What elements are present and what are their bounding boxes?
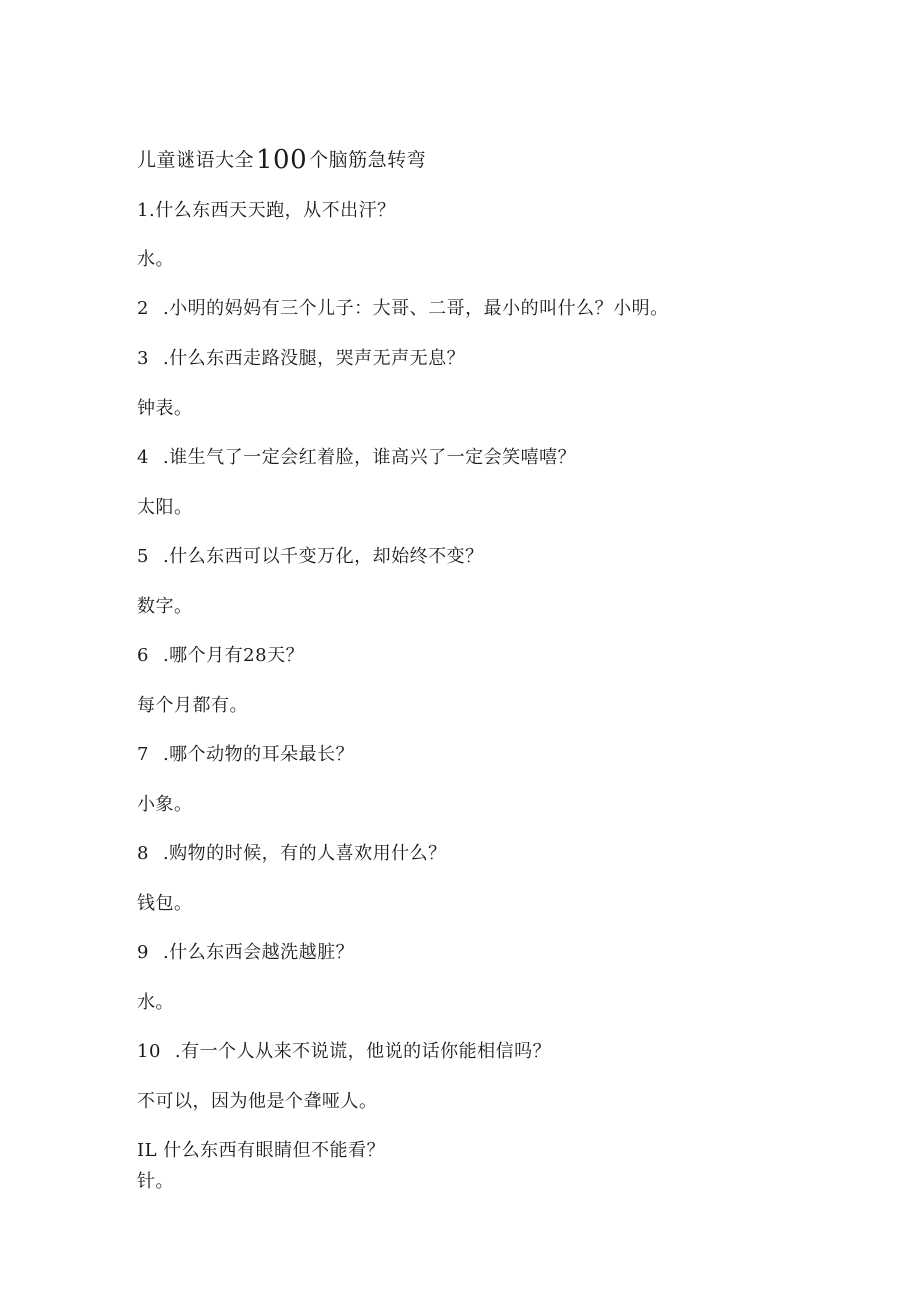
answer-6 <box>137 694 248 718</box>
question-text: .有一个人从来不说谎，他说的话你能相信吗？ <box>174 1041 552 1062</box>
answer-9 <box>137 991 174 1015</box>
answer-3 <box>137 397 193 421</box>
question-10 <box>137 1040 551 1064</box>
question-5 <box>137 545 484 569</box>
question-text: 什么东西天天跑，从不出汗？ <box>155 200 396 221</box>
question-text: .什么东西可以千变万化，却始终不变？ <box>162 546 484 567</box>
answer-text: 钱包。 <box>137 893 193 914</box>
question-9 <box>137 941 354 965</box>
question-number: 4 <box>137 447 149 468</box>
answer-7 <box>137 793 193 817</box>
question-number: 8 <box>137 843 149 864</box>
question-number: 3 <box>137 348 149 369</box>
question-text: 什么东西有眼睛但不能看？ <box>163 1140 386 1161</box>
answer-5 <box>137 595 193 619</box>
question-6 <box>137 644 304 668</box>
answer-10 <box>137 1090 378 1114</box>
answer-text: 每个月都有。 <box>137 695 248 716</box>
question-text: .购物的时候，有的人喜欢用什么？ <box>162 843 447 864</box>
answer-text: 钟表。 <box>137 398 193 419</box>
question-11 <box>137 1139 385 1163</box>
question-number: 6 <box>137 645 149 666</box>
question-number: 1. <box>137 200 156 221</box>
title-prefix: 儿童谜语大全 <box>137 149 255 171</box>
answer-11 <box>137 1170 174 1194</box>
answer-text: 针。 <box>137 1171 174 1192</box>
answer-text: 太阳。 <box>137 497 193 518</box>
question-4 <box>137 446 576 470</box>
question-7 <box>137 743 354 767</box>
question-2 <box>137 297 669 321</box>
title-suffix: 个脑筋急转弯 <box>309 149 427 171</box>
question-text: .哪个月有28天？ <box>162 645 305 666</box>
title-number: 100 <box>256 145 308 175</box>
answer-text: 小象。 <box>137 794 193 815</box>
question-number: 5 <box>137 546 149 567</box>
answer-4 <box>137 496 193 520</box>
answer-8 <box>137 892 193 916</box>
question-number: 10 <box>137 1041 161 1062</box>
answer-text: 数字。 <box>137 596 193 617</box>
answer-text: 水。 <box>137 249 174 270</box>
question-text: .谁生气了一定会红着脸，谁高兴了一定会笑嘻嘻？ <box>162 447 577 468</box>
question-number: IL <box>137 1140 158 1161</box>
answer-text: 不可以，因为他是个聋哑人。 <box>137 1091 378 1112</box>
question-1 <box>137 199 396 223</box>
question-text: .哪个动物的耳朵最长？ <box>162 744 355 765</box>
question-text: .小明的妈妈有三个儿子：大哥、二哥，最小的叫什么？小明。 <box>162 298 669 319</box>
answer-1 <box>137 248 174 272</box>
page-title <box>137 145 427 175</box>
question-number: 9 <box>137 942 149 963</box>
answer-text: 水。 <box>137 992 174 1013</box>
question-3 <box>137 347 465 371</box>
question-number: 7 <box>137 744 149 765</box>
question-8 <box>137 842 447 866</box>
question-text: .什么东西走路没腿，哭声无声无息？ <box>162 348 466 369</box>
question-text: .什么东西会越洗越脏？ <box>162 942 355 963</box>
question-number: 2 <box>137 298 149 319</box>
